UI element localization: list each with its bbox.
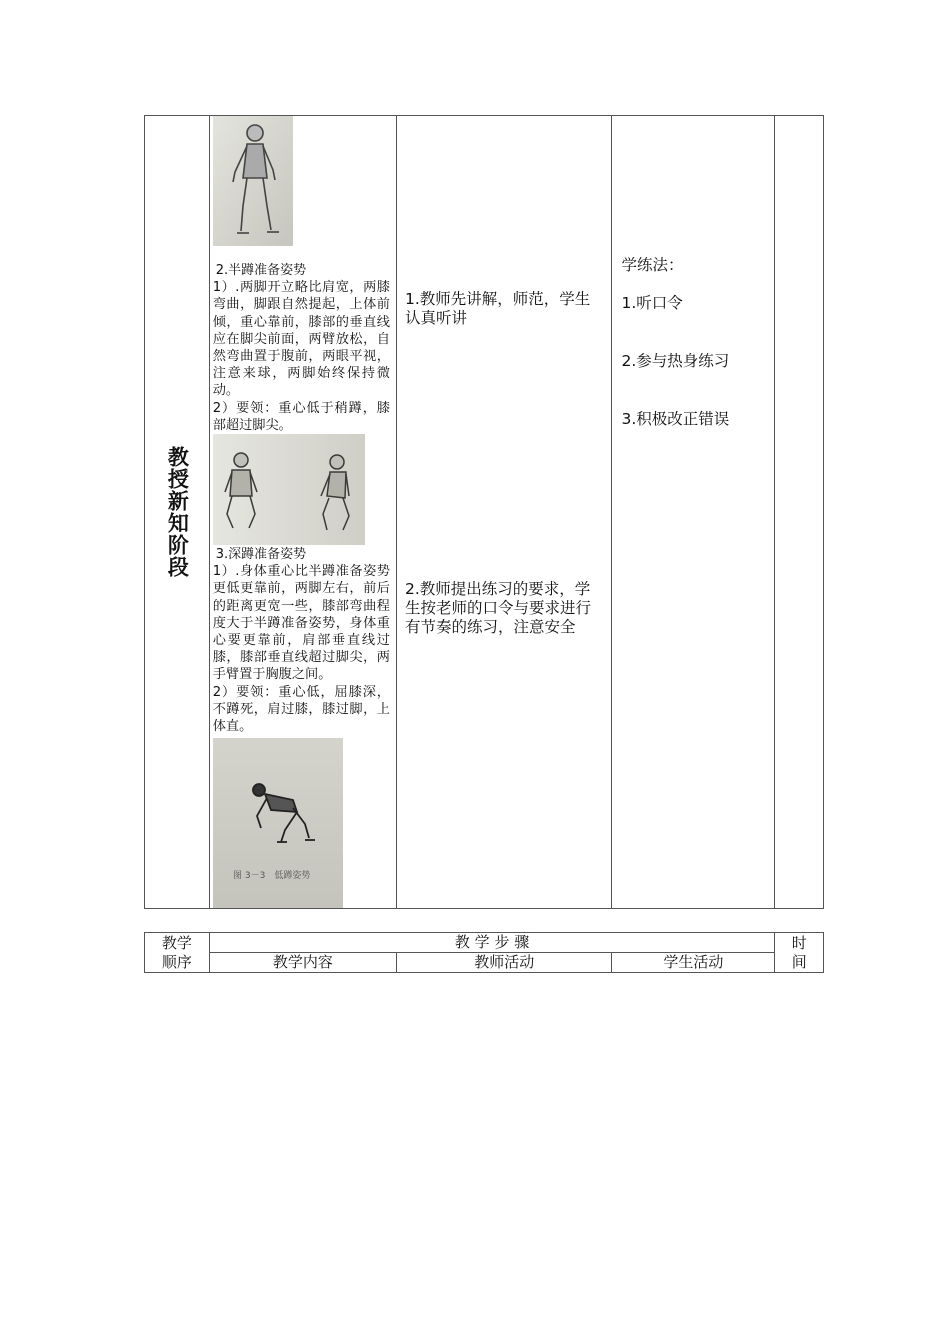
- header-teacher: 教师活动: [396, 953, 612, 973]
- section2-point1: 1）.两脚开立略比肩宽，两膝弯曲，脚跟自然提起，上体前倾，重心靠前，膝部的垂直线应在脚尖前面，两臂放松，自然弯曲置于腹前，两眼平视，注意来球，两脚始终保持微动。: [212, 280, 390, 399]
- teacher-item-2: 2.教师提出练习的要求，学生按老师的口令与要求进行有节奏的练习，注意安全: [404, 580, 591, 636]
- student-activity-cell: [612, 116, 775, 909]
- stage-cell: [145, 116, 210, 909]
- lesson-table: [144, 115, 824, 909]
- student-heading: 学练法：: [621, 256, 684, 274]
- photo-deep-squat-posture: [213, 738, 343, 908]
- header-student: 学生活动: [612, 953, 775, 973]
- student-item-3: 3.积极改正错误: [621, 410, 730, 428]
- content-cell: [209, 116, 396, 909]
- section3-point1: 1）.身体重心比半蹲准备姿势更低更靠前，两脚左右，前后的距离更宽一些，膝部弯曲程度大于半蹲准备姿势，身体重心要更靠前，肩部垂直线过膝，膝部垂直线超过脚尖，两手臂置于胸腹之间。: [212, 564, 390, 683]
- header-order-line1: 教学: [161, 933, 192, 952]
- header-time-cell: [775, 933, 824, 973]
- section3-title: 3.深蹲准备姿势: [215, 547, 307, 563]
- time-cell: [775, 116, 824, 909]
- header-order-cell: [145, 933, 210, 973]
- header-table: [144, 932, 824, 973]
- student-item-2: 2.参与热身练习: [621, 352, 730, 370]
- header-steps: 教 学 步 骤: [209, 933, 775, 953]
- photo-standing-posture: [213, 116, 293, 246]
- stage-label: 教授新知阶段: [165, 446, 190, 579]
- header-order-line2: 顺序: [161, 952, 192, 971]
- teacher-item-1: 1.教师先讲解，师范，学生认真听讲: [404, 290, 591, 327]
- student-item-1: 1.听口令: [621, 294, 683, 312]
- header-time-line1: 时: [791, 933, 807, 952]
- section2-point2: 2）要领：重心低于稍蹲，膝部超过脚尖。: [212, 400, 390, 433]
- section2-title: 2.半蹲准备姿势: [215, 263, 307, 278]
- section3-point2: 2）要领：重心低，屈膝深，不蹲死，肩过膝，膝过脚，上体直。: [212, 684, 390, 735]
- teacher-activity-cell: [396, 116, 612, 909]
- header-time-line2: 间: [791, 952, 807, 971]
- photo-half-squat-posture: [213, 434, 365, 545]
- figure-caption: 图 3－3 低蹲姿势: [232, 871, 311, 882]
- header-content: 教学内容: [209, 953, 396, 973]
